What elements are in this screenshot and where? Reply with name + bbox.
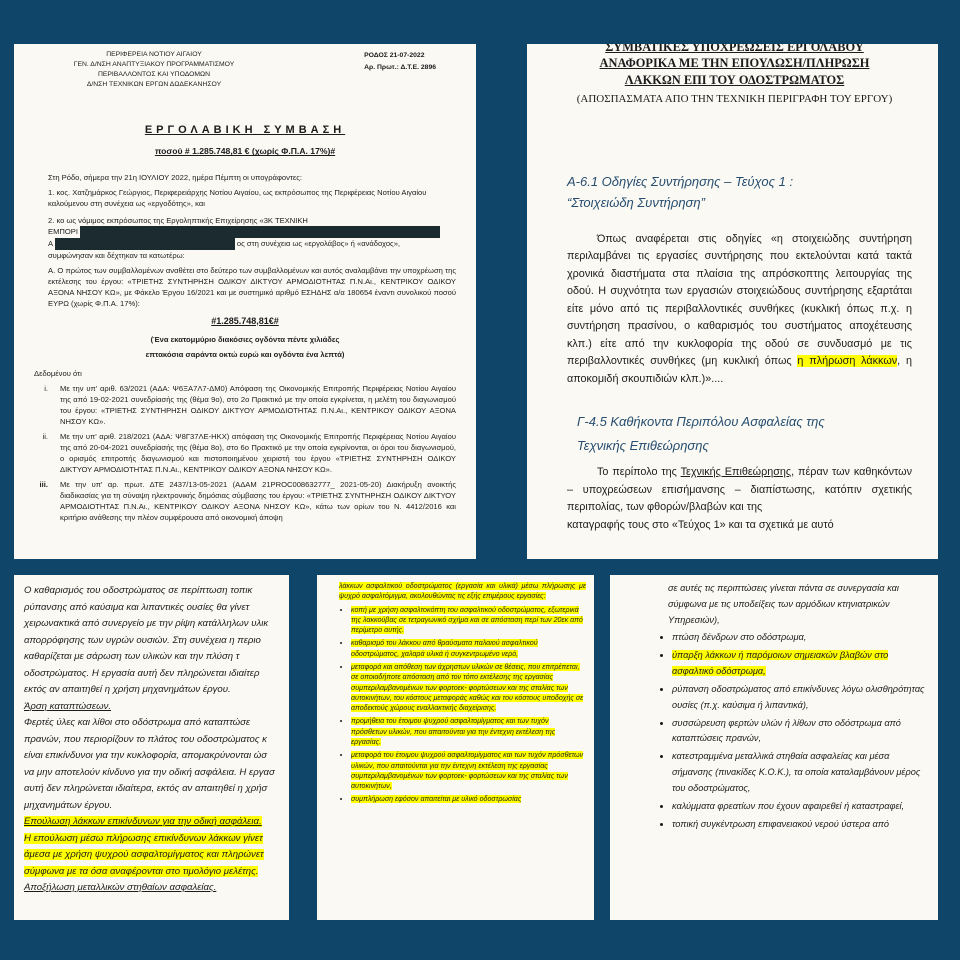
highlighted-phrase: η πλήρωση λάκκων (797, 355, 898, 368)
section-heading-line: “Στοιχειώδη Συντήρηση” (567, 194, 705, 210)
highlighted-item: κοπή με χρήση ασφαλτοκόπτη του ασφαλτικού οδοστρώματος, εξωτερικά της λακκούβας σε τετραγωνικό σχήμα και σε απόσταση περί των 20εκ από περίμετρο αυτής. (351, 605, 583, 635)
paragraph-text: , η αποκομιδή σκουπιδιών κλπ.)».... (567, 355, 912, 385)
text-line: Ο καθαρισμός του οδοστρώματος σε περίπτωση τοπικ (24, 585, 253, 596)
text-line: χειρωνακτικά από συνεργείο με την ρίψη κατάλληλων υλικ (24, 618, 269, 629)
list-item (672, 648, 928, 680)
text-line: πρανών, που περιορίζουν το πλάτος του οδοστρώματος κ (24, 733, 267, 745)
contractor-line: 2. κο ως νόμιμος εκπρόσωπος της Εργοληπτικής Επιχείρησης «3Κ ΤΕΧΝΙΚΗ (48, 215, 308, 225)
issuer-line: ΠΕΡΙΦΕΡΕΙΑ ΝΟΤΙΟΥ ΑΙΓΑΙΟΥ (106, 51, 202, 58)
list-item (351, 794, 586, 804)
text-line: καθαρίζεται με σάρωση των υλικών και την πλύση τ (24, 651, 240, 662)
intro-text: σε αυτές τις περιπτώσεις γίνεται πάντα σε συνεργασία και σύμφωνα με τις υποδείξεις των αρμόδιων κτηνιατρικών Υπηρεσιών), (668, 583, 899, 625)
highlighted-subsection-heading: Επούλωση λάκκων επικίνδυνων για την οδική ασφάλεια. (24, 816, 262, 827)
given-heading: Δεδομένου ότι (34, 368, 82, 378)
subsection-heading: Αποξήλωση μεταλλικών στηθαίων ασφαλείας. (24, 882, 217, 893)
technical-description-excerpt (527, 44, 938, 559)
redaction-bar (80, 226, 440, 238)
excerpt-subtitle: (ΑΠΟΣΠΑΣΜΑΤΑ ΑΠΟ ΤΗΝ ΤΕΧΝΙΚΗ ΠΕΡΙΓΡΑΦΗ ΤΟΥ ΕΡΓΟΥ) (576, 93, 893, 106)
protocol-number: Αρ. Πρωτ.: Δ.Τ.Ε. 2896 (364, 64, 436, 72)
recital-item (34, 479, 456, 523)
highlighted-item: καθαρισμό του λάκκου από θραύσματα παλαιού ασφαλτικού οδοστρώματος, χαλαρά υλικά ή συγκεντρωμένο νερό, (351, 639, 538, 658)
damage-list (628, 630, 928, 832)
list-item (351, 605, 586, 636)
contract-title: ΕΡΓΟΛΑΒΙΚΗ ΣΥΜΒΑΣΗ (144, 124, 346, 137)
contractor-line: ΕΜΠΟΡΙ (48, 226, 78, 236)
patrol-paragraph (557, 464, 912, 516)
list-item: • τοπική συγκέντρωση επιφανειακού νερού ύστερα από (672, 817, 928, 833)
list-item (351, 638, 586, 659)
amount-figure: #1.285.748,81€# (211, 315, 279, 326)
text-line: εκτός αν απαιτηθεί η χρήση μηχανημάτων έργου. (24, 684, 231, 695)
list-item (351, 662, 586, 713)
contract-header (34, 50, 456, 89)
contractor-line: ος στη συνέχεια ως «εργολάβος» ή «ανάδοχος», (236, 238, 401, 248)
contract-document (14, 44, 476, 559)
paragraph-text: Όπως αναφέρεται στις οδηγίες «η στοιχειώδης συντήρηση περιλαμβάνει τις εργασίες συντήρησης που εκτελούνται κατά τακτά χρονικά διαστήματα στα πλαίσια της απρόσκοπτης λειτουργίας της οδού. Η συχνότητα των εργασιών στοιχειώδους συντήρησης εξαρτάται είτε μόνο από τις περιβαλλοντικές συνθήκες (κυκλική όπως π.χ. η συντήρηση πρασίνου, ο καθαρισμός του συστήματος αποχέτευσης κλπ.) είτε από την κυκλοφορία της οδού σε συνδυασμό με τις περιβαλλοντικές συνθήκες (μη κυκλική όπως (567, 232, 912, 368)
list-item: • καλύμματα φρεατίων που έχουν αφαιρεθεί ή καταστραφεί, (672, 799, 928, 815)
excerpt-title: ΛΑΚΚΩΝ ΕΠΙ ΤΟΥ ΟΔΟΣΤΡΩΜΑΤΟΣ (624, 72, 845, 87)
clause-a: Α. Ο πρώτος των συμβαλλομένων αναθέτει στο δεύτερο των συμβαλλομένων και αυτός αναλαμβάνει την υποχρέωση της εκτέλεσης του έργου: «ΤΡΙΕΤΗΣ ΣΥΝΤΗΡΗΣΗ ΟΔΙΚΟΥ ΔΙΚΤΥΟΥ ΑΡΜΟΔΙΟΤΗΤΑΣ Π.Ν.Αι., ΚΕΝΤΡΙΚΟΥ ΟΔΙΚΟΥ ΑΞΟΝΑ ΝΗΣΟΥ ΚΩ», με Φάκελο Έργου 16/2021 και με συστημικό αριθμό ΕΣΗΔΗΣ α/α 180654 έναντι συνολικού ποσού ΕΥΡΩ (χωρίς Φ.Π.Α. 17%): (48, 265, 456, 308)
paragraph-text: , πέραν των καθηκόντων – υποχρεώσεων επισήμανσης – διαπίστωσης, κατόπιν σχετικής περιπολίας, των φθορών/βλαβών και της (567, 466, 912, 514)
party-employer: 1. κος. Χατζημάρκος Γεώργιος, Περιφερειάρχης Νοτίου Αιγαίου, ως εκπρόσωπος της Περιφέρειας Νοτίου Αιγαίου καλούμενου στη συνέχεια ως «εργοδότης», και (48, 187, 427, 208)
recital-item (34, 431, 456, 475)
date-line: ΡΟΔΟΣ 21-07-2022 (364, 52, 425, 59)
recital-item (34, 383, 456, 427)
section-heading-a61 (557, 172, 912, 212)
work-list (339, 605, 586, 805)
text-line: μηχανημάτων έργου. (24, 799, 113, 811)
cut-line: καταγραφής τους στο «Τεύχος 1» και τα σχετικά με αυτό (567, 518, 834, 531)
highlighted-intro: λάκκων ασφαλτικού οδοστρώματος (εργασία και υλικά) μέσω πλήρωσης με ψυχρό ασφαλτόμιγμα, ακολουθώντας τις εξής επιμέρους εργασίες: (339, 582, 586, 601)
opening-line: Στη Ρόδο, σήμερα την 21η ΙΟΥΛΙΟΥ 2022, ημέρα Πέμπτη οι υπογράφοντες: (48, 172, 303, 182)
list-item (351, 750, 586, 791)
underlined-term: Τεχνικής Επιθεώρησης (680, 466, 792, 479)
section-heading-g45 (557, 410, 912, 458)
text-line: απορρόφησης των υγρών ουσιών. Στη συνέχεια η περιο (24, 634, 261, 646)
highlighted-item: ύπαρξη λάκκων ή παρόμοιων σημειακών βλαβών στο ασφαλτικό οδόστρωμα, (672, 650, 889, 677)
recital-number: iii. (39, 479, 48, 489)
text-line: είναι επικίνδυνοι για την κυκλοφορία, απομακρύνονται ώσ (24, 750, 268, 761)
highlighted-item: προμήθεια του έτοιμου ψυχρού ασφαλτομίγματος και των τυχόν πρόσθετων υλικών, που απαιτούνται για την έντεχνη εκτέλεση της εργασίας. (351, 717, 556, 746)
section-heading-line: Τεχνικής Επιθεώρησης (577, 438, 709, 454)
list-item: • ρύπανση οδοστρώματος από επικίνδυνες λόγω ολισθηρότητας ουσίες (π.χ. καύσιμα ή λιπαντικά), (672, 682, 928, 714)
section-heading-line: Α-6.1 Οδηγίες Συντήρησης – Τεύχος 1 : (567, 174, 794, 190)
issuer-line: Δ/ΝΣΗ ΤΕΧΝΙΚΩΝ ΕΡΓΩΝ ΔΩΔΕΚΑΝΗΣΟΥ (86, 80, 222, 88)
highlighted-line: σύμφωνα με τα όσα αναφέρονται στο τιμολόγιο μελέτης. (24, 865, 259, 877)
recital-text: Με την υπ' αριθ. 218/2021 (ΑΔΑ: Ψ8Γ37ΛΕ-ΗΚΧ) απόφαση της Οικονομικής Επιτροπής Περιφέρειας Νοτίου Αιγαίου της από 20-04-2021 συνεδρίασής της (θέμα 8ο), στο 6ο Πρακτικό με την οποία εγκρίνονται, οι όροι του διαγωνισμού, ο ορισμός επιτροπής διαγωνισμού και πιστοποιημένου χειριστή του έργου «ΤΡΙΕΤΗΣ ΣΥΝΤΗΡΗΣΗ ΟΔΙΚΟΥ ΔΙΚΤΥΟΥ ΑΡΜΟΔΙΟΤΗΤΑΣ Π.Ν.Αι., ΚΕΝΤΡΙΚΟΥ ΟΔΙΚΟΥ ΑΞΟΝΑ ΝΗΣΟΥ ΚΩ». (60, 431, 456, 474)
patrol-duties-excerpt (610, 575, 938, 920)
list-item: • πτώση δένδρων στο οδόστρωμα, (672, 630, 928, 646)
text-line: Φερτές ύλες και λίθοι στο οδόστρωμα από καταπτώσε (24, 717, 251, 728)
text-line: να μην αποτελούν κίνδυνο για την οδική ασφάλεια. Η εργασ (24, 766, 275, 778)
party-contractor (34, 215, 456, 261)
list-item (351, 716, 586, 747)
pothole-filling-excerpt (317, 575, 594, 920)
maintenance-paragraph (557, 231, 912, 388)
recital-text: Με την υπ' αριθ. 63/2021 (ΑΔΑ: Ψ6ΞΑ7Λ7-ΔΜ0) Απόφαση της Οικονομικής Επιτροπής Περιφέρειας Νοτίου Αιγαίου της από 19-02-2021 συνεδρίασής της (θέμα 9ο), στο 2ο Πρακτικό με την οποία εγκρίνεται, η μελέτη του διαγωνισμού του έργου: «ΤΡΙΕΤΗΣ ΣΥΝΤΗΡΗΣΗ ΟΔΙΚΟΥ ΔΙΚΤΥΟΥ ΑΡΜΟΔΙΟΤΗΤΑΣ Π.Ν.Αι., ΚΕΝΤΡΙΚΟΥ ΟΔΙΚΟΥ ΑΞΟΝΑ ΝΗΣΟΥ ΚΩ». (60, 383, 456, 426)
text-line: ρύπανσης από καύσιμα και λιπαντικές ουσίες θα γίνετ (24, 601, 250, 613)
issuer-line: ΓΕΝ. Δ/ΝΣΗ ΑΝΑΠΤΥΞΙΑΚΟΥ ΠΡΟΓΡΑΜΜΑΤΙΣΜΟΥ (73, 60, 235, 68)
text-line: αυτή δεν πληρώνεται ιδιαίτερα, εκτός αν απαιτηθεί η χρήσ (24, 783, 268, 794)
text-line: οδοστρώματος. Η εργασία αυτή δεν πληρώνεται ιδιαίτερ (24, 667, 260, 679)
recital-number: ii. (42, 431, 48, 441)
section-heading-line: Γ-4.5 Καθήκοντα Περιπόλου Ασφαλείας της (577, 414, 825, 430)
amount-words: επτακόσια σαράντα οκτώ ευρώ και ογδόντα ένα λεπτά) (145, 349, 345, 359)
highlighted-line: Η επούλωση μέσω πλήρωσης επικίνδυνων λάκκων γίνετ (24, 832, 263, 844)
issuer-block (34, 50, 274, 89)
redaction-bar (55, 238, 235, 250)
excerpt-title: ΑΝΑΦΟΡΙΚΑ ΜΕ ΤΗΝ ΕΠΟΥΛΩΣΗ/ΠΛΗΡΩΣΗ (599, 56, 870, 71)
list-item: • συσσώρευση φερτών υλών ή λίθων στο οδόστρωμα από καταπτώσεις πρανών, (672, 716, 928, 748)
highlighted-line: άμεσα με χρήση ψυχρού ασφαλτομίγματος και πληρώνετ (24, 849, 264, 860)
recital-text: Με την υπ' αρ. πρωτ. ΔΤΕ 2437/13-05-2021 (ΑΔΑΜ 21PROC008632777_ 2021-05-20) Διακήρυξη ανοικτής διαδικασίας για τη σύναψη ηλεκτρονικής δημόσιας σύμβασης του έργου: «ΤΡΙΕΤΗΣ ΣΥΝΤΗΡΗΣΗ ΟΔΙΚΟΥ ΔΙΚΤΥΟΥ ΑΡΜΟΔΙΟΤΗΤΑΣ Π.Ν.Αι., ΚΕΝΤΡΙΚΟΥ ΟΔΙΚΟΥ ΑΞΟΝΑ ΝΗΣΟΥ ΚΩ», κάτω των ορίων του Ν. 4412/2016 και κριτήριο ανάθεσης την πλέον συμφέρουσα από οικονομική άποψη (60, 479, 456, 522)
highlighted-item: μεταφορά του έτοιμου ψυχρού ασφαλτομίγματος και των τυχόν πρόσθετων υλικών, που απαιτούνται για την έντεχνη εκτέλεση της εργασίας συμπεριλαμβανομένων των φορτοεκ- φορτώσεων και της σταλίας των αυτοκινήτων, (351, 751, 584, 791)
paragraph-text: Το περίπολο της (597, 466, 681, 479)
highlighted-item: μεταφορά και απόθεση των άχρηστων υλικών σε θέσεις, που επιτρέπεται, σε οποιαδήποτε απόσταση από τον τόπο εκτέλεσης της εργασίας συμπεριλαμβανομένων των φορτοεκ- φορτώσεων και της σταλίας των αυτοκινήτων, του κόστους μεταφοράς καθώς και του κόστους υποδοχής σε αποδεκτούς χώρους εναλλακτικής διαχείρισης. (351, 662, 584, 713)
list-item: • κατεστραμμένα μεταλλικά στηθαία ασφαλείας και μέσα σήμανσης (πινακίδες Κ.Ο.Κ.), τα οποία καταλαμβάνουν μέρος του οδοστρώματος, (672, 749, 928, 796)
issuer-line: ΠΕΡΙΒΑΛΛΟΝΤΟΣ ΚΑΙ ΥΠΟΔΟΜΩΝ (97, 70, 211, 78)
reference-block (364, 50, 456, 89)
contract-amount: ποσού # 1.285.748,81 € (χωρίς Φ.Π.Α. 17%)# (154, 146, 336, 157)
highlighted-item: συμπλήρωση εφόσον απαιτείται με υλικό οδοστρωσίας (351, 795, 522, 804)
cleaning-excerpt (14, 575, 289, 920)
subsection-heading: Άρση καταπτώσεων. (24, 700, 112, 712)
cut-heading: ΣΥΜΒΑΤΙΚΕΣ ΥΠΟΧΡΕΩΣΕΙΣ ΕΡΓΟΛΑΒΟΥ (605, 44, 864, 54)
recital-number: i. (44, 383, 48, 393)
contractor-line: συμφώνησαν και δέχτηκαν τα κατωτέρω: (48, 250, 185, 260)
amount-words: (Ένα εκατομμύριο διακόσιες ογδόντα πέντε χιλιάδες (150, 334, 340, 344)
contractor-line: Α (48, 238, 53, 248)
